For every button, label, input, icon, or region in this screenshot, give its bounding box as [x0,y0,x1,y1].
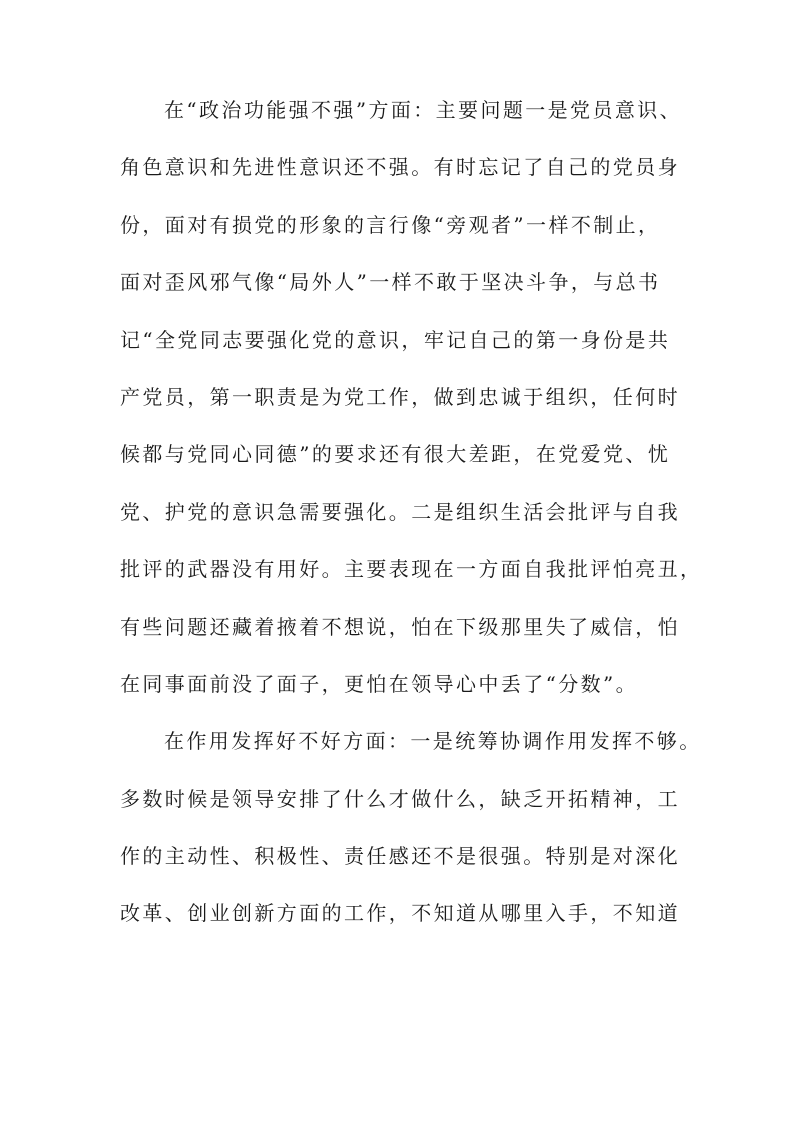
text-line: 面对歪风邪气像“局外人”一样不敢于坚决斗争，与总书 [120,270,661,295]
text-line: 角色意识和先进性意识还不强。有时忘记了自己的党员身 [120,155,680,180]
text-line: 改革、创业创新方面的工作，不知道从哪里入手，不知道 [120,901,680,926]
text-line: 作的主动性、积极性、责任感还不是很强。特别是对深化 [120,844,680,869]
text-line: 党、护党的意识急需要强化。二是组织生活会批评与自我 [120,499,680,524]
text-line: 在同事面前没了面子，更怕在领导心中丢了“分数”。 [120,671,639,696]
text-line: 记“全党同志要强化党的意识，牢记自己的第一身份是共 [120,327,671,352]
paragraph-role-performance [120,721,720,934]
text-line: 产党员，第一职责是为党工作，做到忠诚于组织，任何时 [120,384,680,409]
text-line: 候都与党同心同德”的要求还有很大差距，在党爱党、忧 [120,442,671,467]
text-line: 份，面对有损党的形象的言行像“旁观者”一样不制止， [120,212,661,237]
text-line: 在作用发挥好不好方面：一是统筹协调作用发挥不够。 [164,729,702,754]
paragraph-political-function [120,90,720,705]
text-line: 批评的武器没有用好。主要表现在一方面自我批评怕亮丑， [120,557,703,582]
text-line: 多数时候是领导安排了什么才做什么，缺乏开拓精神，工 [120,786,680,811]
text-line: 有些问题还藏着掖着不想说，怕在下级那里失了威信，怕 [120,614,680,639]
text-line: 在“政治功能强不强”方面：主要问题一是党员意识、 [164,98,683,122]
document-body [120,90,720,951]
